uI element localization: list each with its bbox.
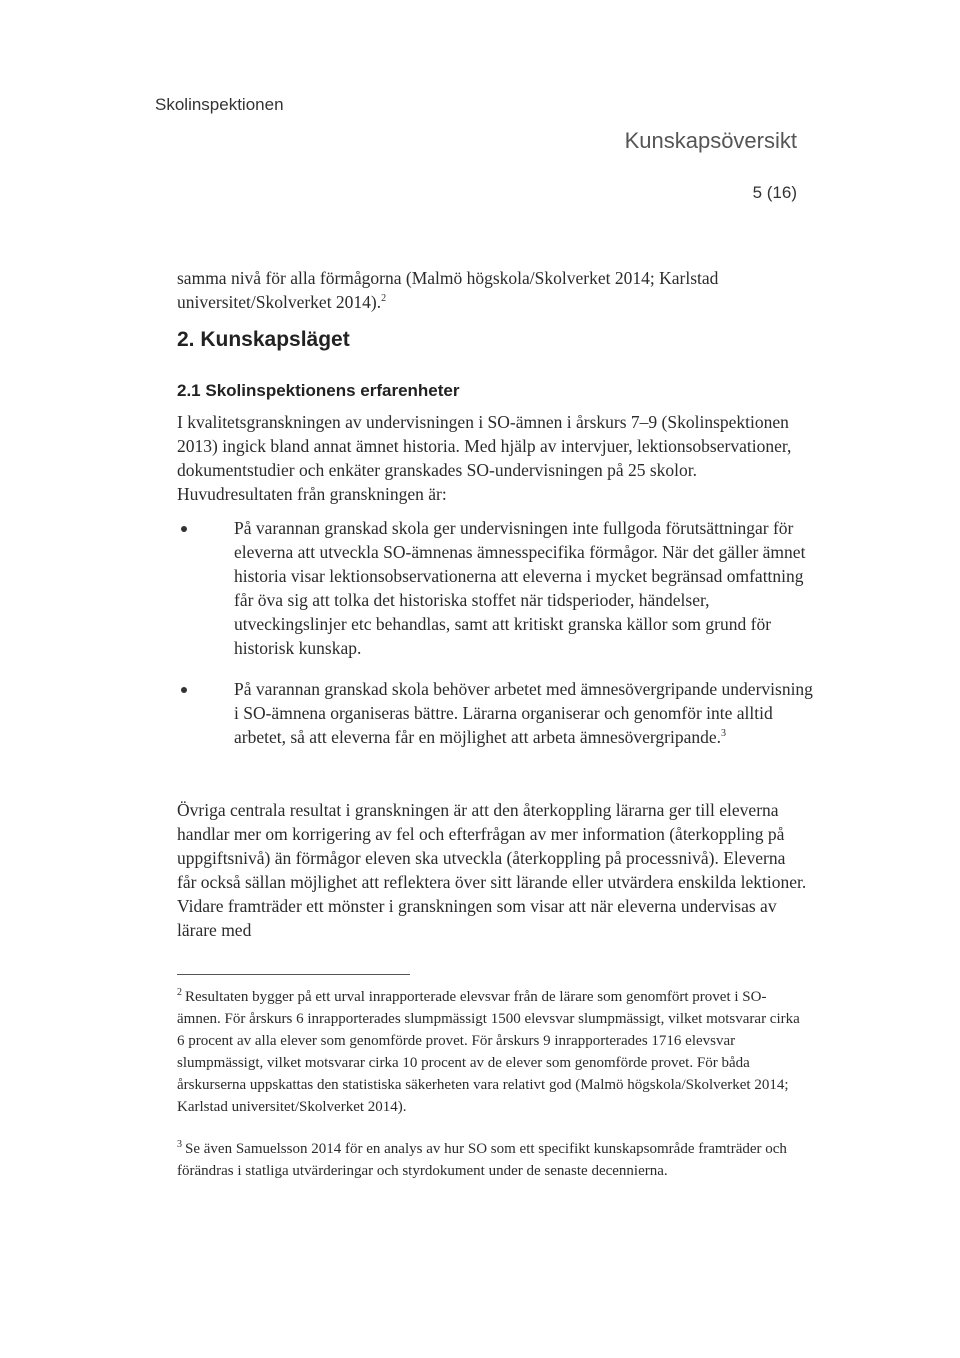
organization-name: Skolinspektionen: [155, 95, 284, 114]
page-number: 5 (16): [752, 183, 797, 202]
section-paragraph: I kvalitetsgranskningen av undervisningen i SO-ämnen i årskurs 7–9 (Skolinspektionen 2013) ingick bland annat ämnet historia. Med hjälp av intervjuer, lektionsobservationer, dokumentstudier och enkäter granskades SO-undervisningen på 25 skolor. Huvudresultaten från granskningen är:: [177, 412, 792, 504]
footnote-ref[interactable]: 3: [721, 728, 727, 740]
closing-paragraph: Övriga centrala resultat i granskningen är att den återkoppling lärarna ger till eleverna handlar mer om korrigering av fel och efterfrågan av mer information (återkoppling på uppgiftsnivå) än förmågor eleven ska utveckla (återkoppling på processnivå). Eleverna får också sällan möjlighet att reflektera över sitt lärande eller utvärdera enskilda lektioner. Vidare framträder ett mönster i granskningen som visar att när eleverna undervisas av lärare med: [177, 800, 807, 940]
footnote-3: [177, 1138, 807, 1182]
footnote-text: Se även Samuelsson 2014 för en analys av hur SO som ett specifikt kunskapsområde framträder och förändras i statliga utvärderingar och styrdokument under de senaste decennierna.: [177, 1141, 787, 1179]
list-item-text: På varannan granskad skola behöver arbetet med ämnesövergripande undervisning i SO-ämnena organiseras bättre. Lärarna organiserar och genomför inte alltid arbetet, så att eleverna får en möjlighet att arbeta ämnesövergripande.: [234, 679, 813, 747]
list-item: [177, 677, 817, 749]
bullet-icon: [181, 687, 187, 693]
subsection-heading: 2.1 Skolinspektionens erfarenheter: [177, 381, 460, 400]
footnote-divider: [177, 974, 410, 975]
intro-text: samma nivå för alla förmågorna (Malmö högskola/Skolverket 2014; Karlstad universitet/Skolverket 2014).: [177, 268, 719, 312]
list-item: [177, 516, 817, 660]
section-heading: 2. Kunskapsläget: [177, 328, 350, 351]
footnote-text: Resultaten bygger på ett urval inrapporterade elevsvar från de lärare som genomfört provet i SO-ämnen. För årskurs 6 inrapporterades slumpmässigt 1500 elevsvar slumpmässigt, vilket motsvarar cirka 6 procent av alla elever som genomförde provet. För årskurs 9 inrapporterades 1716 elevsvar slumpmässigt, vilket motsvarar cirka 10 procent av de elever som genomförde provet. För båda årskurserna uppskattas den statistiska säkerheten vara relativt god (Malmö högskola/Skolverket 2014; Karlstad universitet/Skolverket 2014).: [177, 989, 800, 1115]
footnote-ref[interactable]: 2: [381, 293, 387, 305]
document-title: Kunskapsöversikt: [624, 128, 797, 153]
results-list: [177, 516, 817, 766]
footnote-mark: 3: [177, 1139, 182, 1150]
intro-paragraph: [177, 266, 807, 314]
list-item-text: På varannan granskad skola ger undervisningen inte fullgoda förutsättningar för eleverna att utveckla SO-ämnenas ämnesspecifika förmågor. När det gäller ämnet historia visar lektionsobservationerna att eleverna i mycket begränsad omfattning får öva sig att tolka det historiska stoffet när tidsperioder, händelser, utveckingslinjer etc behandlas, samt att kritiskt granska källor som grund för historisk kunskap.: [234, 518, 806, 658]
bullet-icon: [181, 526, 187, 532]
footnote-2: [177, 986, 807, 1118]
footnote-mark: 2: [177, 987, 182, 998]
